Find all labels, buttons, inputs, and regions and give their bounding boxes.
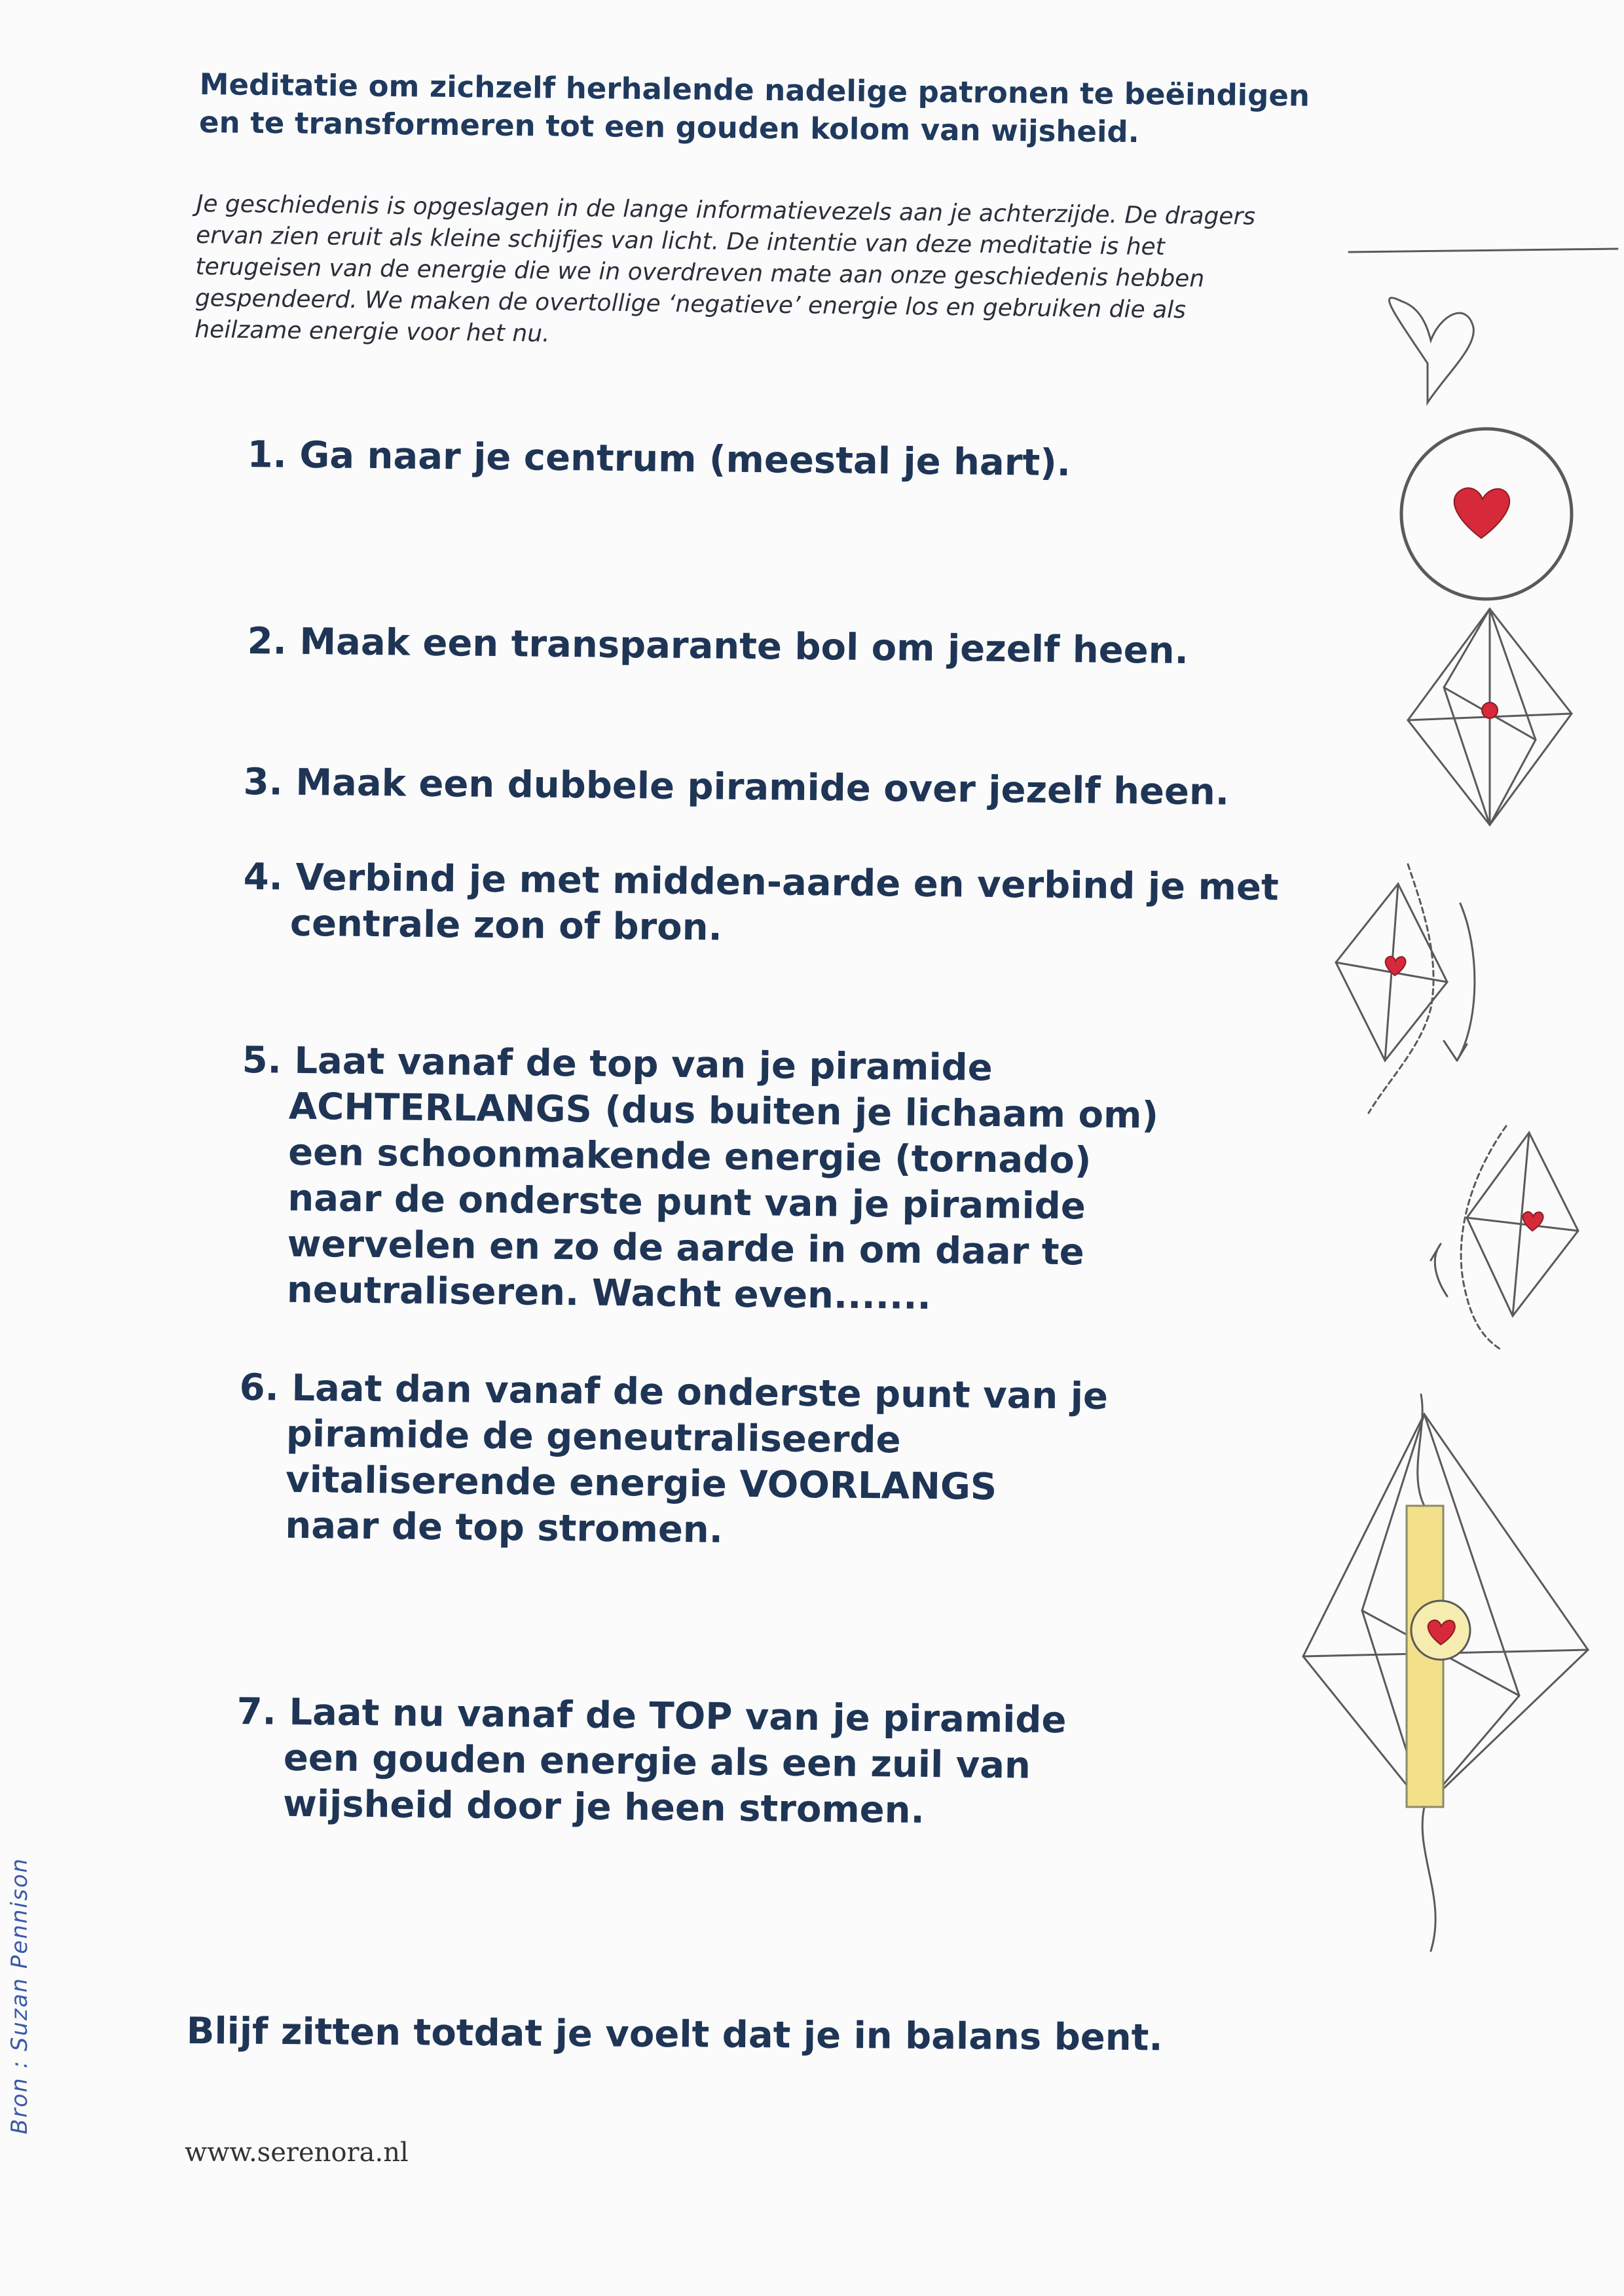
step-number: 7. xyxy=(236,1690,277,1734)
step-text: Laat nu vanaf de TOP van je piramide xyxy=(289,1690,1067,1742)
step-text: naar de top stromen. xyxy=(285,1504,724,1552)
step-number: 1. xyxy=(247,433,287,477)
heart-icon xyxy=(1523,1212,1543,1231)
step-text: neutraliseren. Wacht even....... xyxy=(286,1268,932,1319)
title-line-2: en te transformeren tot een gouden kolom van wijsheid. xyxy=(198,104,1139,150)
step-text: vitaliserende energie VOORLANGS xyxy=(285,1458,997,1509)
pencil-stroke xyxy=(1349,249,1617,252)
step-text: een schoonmakende energie (tornado) xyxy=(287,1131,1092,1182)
closing-instruction: Blijf zitten totdat je voelt dat je in balans bent. xyxy=(186,2010,1163,2060)
step-text: Maak een transparante bol om jezelf heen. xyxy=(299,620,1189,673)
heart-icon xyxy=(1454,488,1509,538)
pyramid-with-tornado-front-icon xyxy=(1431,1126,1578,1349)
step-text: Laat dan vanaf de onderste punt van je xyxy=(291,1366,1109,1418)
step-number: 6. xyxy=(239,1366,280,1410)
intro-line: ervan zien eruit als kleine schijfjes van licht. De intentie van deze meditatie is het xyxy=(195,221,1166,261)
website-url: www.serenora.nl xyxy=(185,2138,409,2168)
step-text: naar de onderste punt van je piramide xyxy=(287,1176,1086,1228)
intro-line: terugeisen van de energie die we in overdreven mate aan onze geschiedenis hebben xyxy=(195,253,1205,293)
step-text: een gouden energie als een zuil van xyxy=(283,1736,1031,1787)
source-handwritten-note: Bron : Suzan Pennison xyxy=(7,1857,33,2134)
intro-line: heilzame energie voor het nu. xyxy=(194,316,550,348)
step-number: 4. xyxy=(243,855,284,899)
pyramid-with-tornado-back-icon xyxy=(1336,864,1475,1113)
heart-dot-icon xyxy=(1482,702,1498,718)
step-text: Maak een dubbele piramide over jezelf heen. xyxy=(295,761,1230,814)
intro-line: Je geschiedenis is opgeslagen in de lange informatievezels aan je achterzijde. De dragers xyxy=(196,190,1256,230)
step-text: ACHTERLANGS (dus buiten je lichaam om) xyxy=(288,1085,1159,1137)
step-text: centrale zon of bron. xyxy=(289,902,723,949)
step-text: Laat vanaf de top van je piramide xyxy=(294,1039,993,1089)
step-text: Ga naar je centrum (meestal je hart). xyxy=(299,433,1071,485)
step-number: 5. xyxy=(242,1038,282,1082)
golden-column-pyramid-icon xyxy=(1303,1394,1588,1951)
step-text: Verbind je met midden-aarde en verbind je met xyxy=(295,856,1280,909)
title-line-1: Meditatie om zichzelf herhalende nadelige patronen te beëindigen xyxy=(199,66,1310,113)
step-text: wervelen en zo de aarde in om daar te xyxy=(287,1222,1084,1274)
intro-line: gespendeerd. We maken de overtollige ‘negatieve’ energie los en gebruiken die als xyxy=(194,284,1187,324)
step-number: 2. xyxy=(247,619,287,663)
step-text: wijsheid door je heen stromen. xyxy=(282,1782,925,1832)
step-number: 3. xyxy=(243,760,284,804)
outline-heart-icon xyxy=(1389,298,1473,403)
step-text: piramide de geneutraliseerde xyxy=(286,1412,901,1462)
